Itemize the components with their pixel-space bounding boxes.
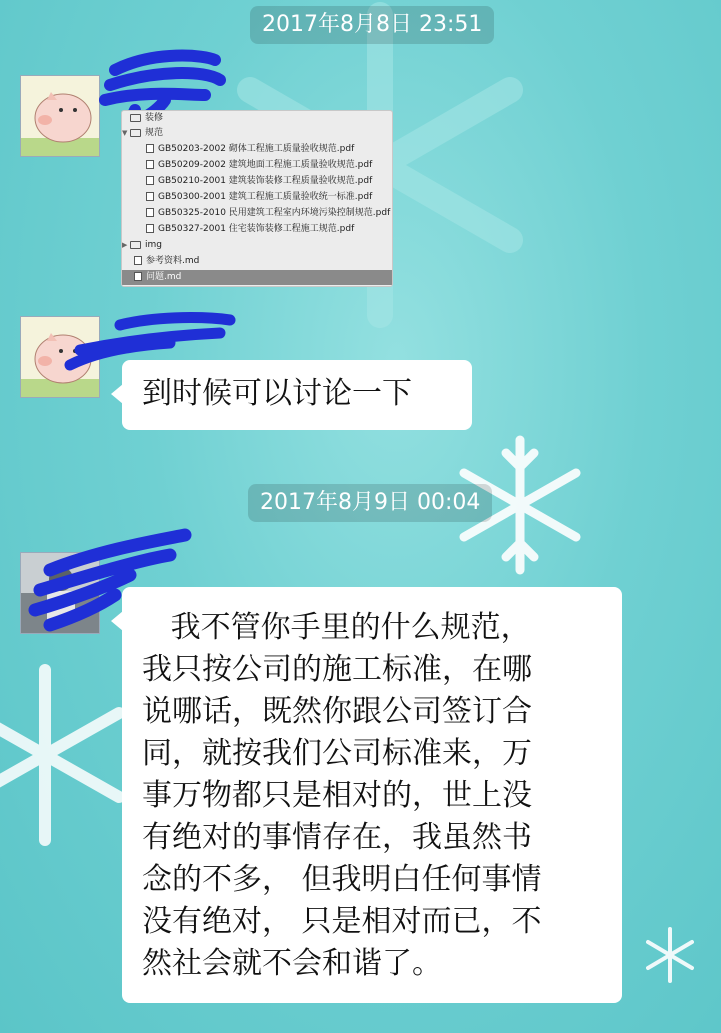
tree-file[interactable] [122, 174, 392, 189]
tree-file-label: GB50203-2002 砌体工程施工质量验收规范.pdf [158, 144, 355, 154]
file-icon [146, 176, 154, 185]
tree-selected-label: 问题.md [146, 272, 182, 282]
tree-folder-img[interactable]: ▶ img [122, 240, 162, 250]
avatar-pig-1[interactable] [20, 75, 100, 157]
tree-file[interactable] [122, 158, 392, 173]
file-icon [146, 192, 154, 201]
folder-open-icon [130, 114, 141, 122]
file-icon [146, 160, 154, 169]
tree-folder-label: 规范 [145, 128, 164, 138]
tree-folder-spec[interactable]: ▼ 规范 [122, 128, 164, 138]
message-bubble-2[interactable] [122, 587, 622, 1003]
tree-file[interactable] [122, 142, 392, 157]
tree-file-label: GB50327-2001 住宅装饰装修工程施工规范.pdf [158, 224, 355, 234]
tree-file-label: GB50325-2010 民用建筑工程室内环境污染控制规范.pdf [158, 208, 391, 218]
folder-icon [130, 241, 141, 249]
tree-file[interactable] [122, 206, 392, 221]
tree-root-label: 装修 [145, 113, 164, 123]
tree-ref-label: 参考资料.md [146, 256, 200, 266]
tree-file[interactable] [122, 222, 392, 237]
tree-file[interactable] [122, 190, 392, 205]
snowflake-left-icon [0, 660, 130, 850]
tree-img-label: img [145, 240, 162, 250]
timestamp-1: 2017年8月8日 23:51 [250, 6, 494, 44]
file-icon [134, 272, 142, 281]
folder-open-icon [130, 129, 141, 137]
tree-file-label: GB50300-2001 建筑工程施工质量验收统一标准.pdf [158, 192, 373, 202]
file-icon [146, 144, 154, 153]
file-tree-screenshot[interactable] [121, 110, 393, 287]
tree-file-label: GB50210-2001 建筑装饰装修工程质量验收规范.pdf [158, 176, 373, 186]
message-bubble-1[interactable] [122, 360, 472, 430]
file-icon [146, 224, 154, 233]
message-text-1: 到时候可以讨论一下 [142, 376, 412, 411]
pig-avatar-icon [21, 76, 100, 157]
tree-file-selected[interactable] [122, 270, 392, 285]
snowflake-small-icon [640, 925, 700, 985]
message-text-2: 我不管你手里的什么规范， 我只按公司的施工标准，在哪 说哪话，既然你跟公司签订合 同，就按我们公司标准来，万 事万物都只是相对的，世上没 有绝对的事情存在，我虽然书 念的不多， 但我明白任何事情 没有绝对， 只是相对而已，不 然社会就不会和谐了。 [142, 610, 542, 981]
file-icon [146, 208, 154, 217]
timestamp-2: 2017年8月9日 00:04 [248, 484, 492, 522]
tree-root[interactable] [122, 111, 392, 126]
tree-file-ref[interactable] [122, 254, 392, 269]
tree-file-label: GB50209-2002 建筑地面工程施工质量验收规范.pdf [158, 160, 373, 170]
file-icon [134, 256, 142, 265]
